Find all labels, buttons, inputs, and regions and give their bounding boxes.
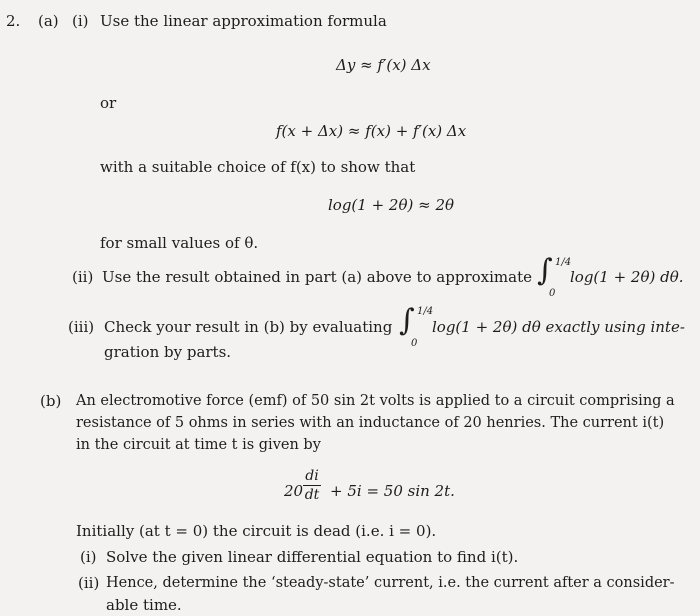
formula-log-approx: log(1 + 2θ) ≈ 2θ — [328, 196, 455, 214]
part-b-line3: in the circuit at time t is given by — [76, 437, 321, 453]
or-text: or — [100, 94, 117, 112]
part-bi-label: (i) — [80, 548, 97, 566]
part-aiii-label: (iii) — [68, 318, 95, 336]
de-denominator: dt — [304, 487, 320, 503]
integral-upper-aii: 1/4 — [555, 257, 572, 268]
small-values-text: for small values of θ. — [100, 234, 259, 252]
integral-lower-aii: 0 — [549, 288, 556, 299]
part-ai-text: Use the linear approximation formula — [100, 12, 387, 30]
part-bi-text: Solve the given linear differential equation to find i(t). — [106, 548, 519, 566]
fraction-bar — [303, 485, 321, 486]
de-fraction — [303, 468, 321, 503]
integrand-aii: log(1 + 2θ) dθ. — [570, 268, 684, 286]
part-aii-label: (ii) — [72, 268, 94, 286]
part-bii-line2: able time. — [106, 596, 182, 614]
formula-linear-approx-alt: f(x + Δx) ≈ f(x) + f′(x) Δx — [276, 122, 467, 140]
part-aiii-line2: gration by parts. — [104, 343, 232, 361]
question-number: 2. — [6, 12, 21, 30]
part-aiii-text: Check your result in (b) by evaluating — [104, 318, 393, 336]
integral-sign-aii: ∫ — [537, 253, 553, 288]
initial-condition-text: Initially (at t = 0) the circuit is dead (i.e. i = 0). — [76, 522, 437, 540]
part-ai-label: (i) — [72, 12, 89, 30]
de-coefficient: 20 — [284, 482, 304, 500]
integral-sign-aiii: ∫ — [399, 303, 415, 338]
part-b-label: (b) — [40, 392, 62, 410]
integral-lower-aiii: 0 — [411, 338, 418, 349]
integrand-aiii: log(1 + 2θ) dθ exactly using inte- — [432, 318, 685, 336]
choice-text: with a suitable choice of f(x) to show that — [100, 158, 416, 176]
formula-linear-approx: Δy ≈ f′(x) Δx — [336, 56, 431, 74]
de-numerator: di — [305, 468, 319, 484]
part-aii-text: Use the result obtained in part (a) above to approximate — [102, 268, 532, 286]
part-b-line2: resistance of 5 ohms in series with an inductance of 20 henries. The current i(t) — [76, 415, 665, 431]
de-rest: + 5i = 50 sin 2t. — [330, 482, 455, 500]
part-bii-text: Hence, determine the ‘steady-state’ current, i.e. the current after a consider- — [106, 575, 675, 591]
part-b-line1: An electromotive force (emf) of 50 sin 2t volts is applied to a circuit comprising a — [76, 393, 675, 409]
part-bii-label: (ii) — [78, 574, 100, 592]
part-a-label: (a) — [38, 12, 59, 30]
integral-upper-aiii: 1/4 — [417, 306, 434, 317]
